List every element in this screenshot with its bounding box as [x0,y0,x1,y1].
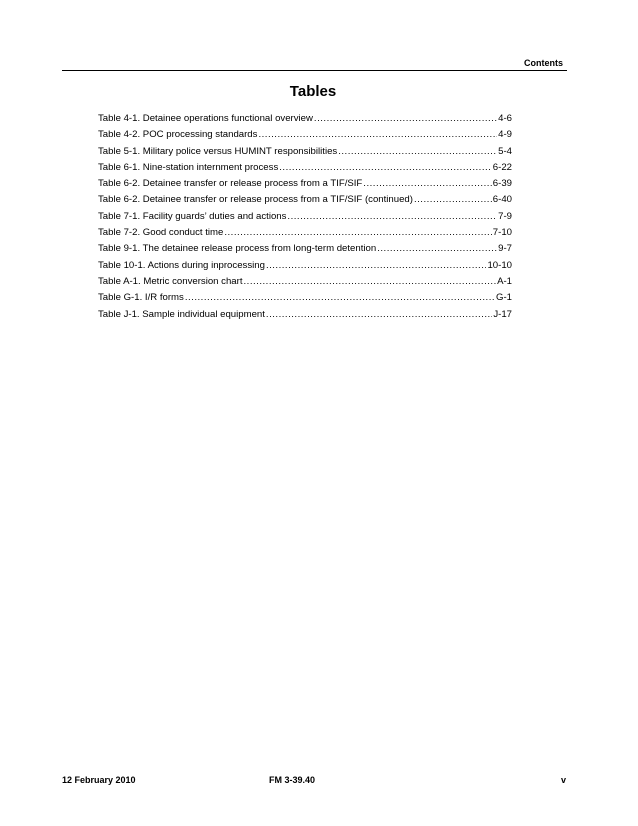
toc-entry[interactable] [98,276,512,292]
toc-entry-title: Table 7-1. Facility guards’ duties and actions [98,210,287,222]
toc-entry-page: 10-10 [487,259,512,271]
dot-leader [258,129,497,140]
header-rule [62,70,567,71]
toc-entry-title: Table J-1. Sample individual equipment [98,308,265,320]
toc-entry-page: G-1 [496,292,512,304]
toc-entry-title: Table 9-1. The detainee release process from long-term detention [98,243,377,255]
toc-entry-page: 6-40 [492,194,512,206]
dot-leader [224,227,491,238]
toc-entry-page: 9-7 [498,243,512,255]
running-header-label: Contents [524,58,563,68]
toc-entry[interactable] [98,243,512,259]
toc-entry-title: Table 6-2. Detainee transfer or release process from a TIF/SIF (continued) [98,194,413,206]
toc-entry-page: 7-10 [492,227,512,239]
dot-leader [314,113,497,124]
dot-leader [244,276,497,287]
toc-entry[interactable] [98,162,512,178]
dot-leader [266,260,487,271]
dot-leader [338,146,497,157]
footer-date: 12 February 2010 [62,775,136,785]
toc-entry[interactable] [98,113,512,129]
footer-page-number: v [560,775,566,785]
toc-entry-page: 6-39 [492,178,512,190]
toc-entry[interactable] [98,146,512,162]
toc-entry[interactable] [98,309,512,325]
toc-entry-page: 4-6 [498,113,512,124]
toc-entry-title: Table 6-2. Detainee transfer or release process from a TIF/SIF [98,178,363,190]
dot-leader [279,162,492,173]
toc-entry-title: Table 10-1. Actions during inprocessing [98,259,265,271]
toc-entry[interactable] [98,129,512,145]
toc-entry-title: Table 4-1. Detainee operations functional overview [98,113,313,124]
dot-leader [377,243,497,254]
toc-entry-title: Table 6-1. Nine-station internment process [98,161,279,173]
toc-entry[interactable] [98,194,512,210]
toc-entry-title: Table A-1. Metric conversion chart [98,275,243,287]
toc-entry-page: 6-22 [492,161,512,173]
toc-entry[interactable] [98,178,512,194]
table-of-tables [98,113,512,325]
toc-entry-title: Table 4-2. POC processing standards [98,129,258,141]
toc-entry[interactable] [98,292,512,308]
toc-entry[interactable] [98,211,512,227]
toc-entry-title: Table G-1. I/R forms [98,292,184,304]
page-title: Tables [289,83,337,100]
footer-document-number: FM 3-39.40 [269,775,316,785]
toc-entry-page: 5-4 [498,145,512,157]
toc-entry-title: Table 5-1. Military police versus HUMINT responsibilities [98,145,338,157]
dot-leader [287,211,497,222]
dot-leader [185,292,495,303]
dot-leader [414,194,492,205]
dot-leader [266,309,492,320]
toc-entry-page: 4-9 [498,129,512,141]
toc-entry[interactable] [98,227,512,243]
dot-leader [363,178,492,189]
toc-entry[interactable] [98,260,512,276]
toc-entry-page: J-17 [493,308,512,320]
toc-entry-title: Table 7-2. Good conduct time [98,227,224,239]
toc-entry-page: A-1 [497,275,512,287]
toc-entry-page: 7-9 [498,210,512,222]
